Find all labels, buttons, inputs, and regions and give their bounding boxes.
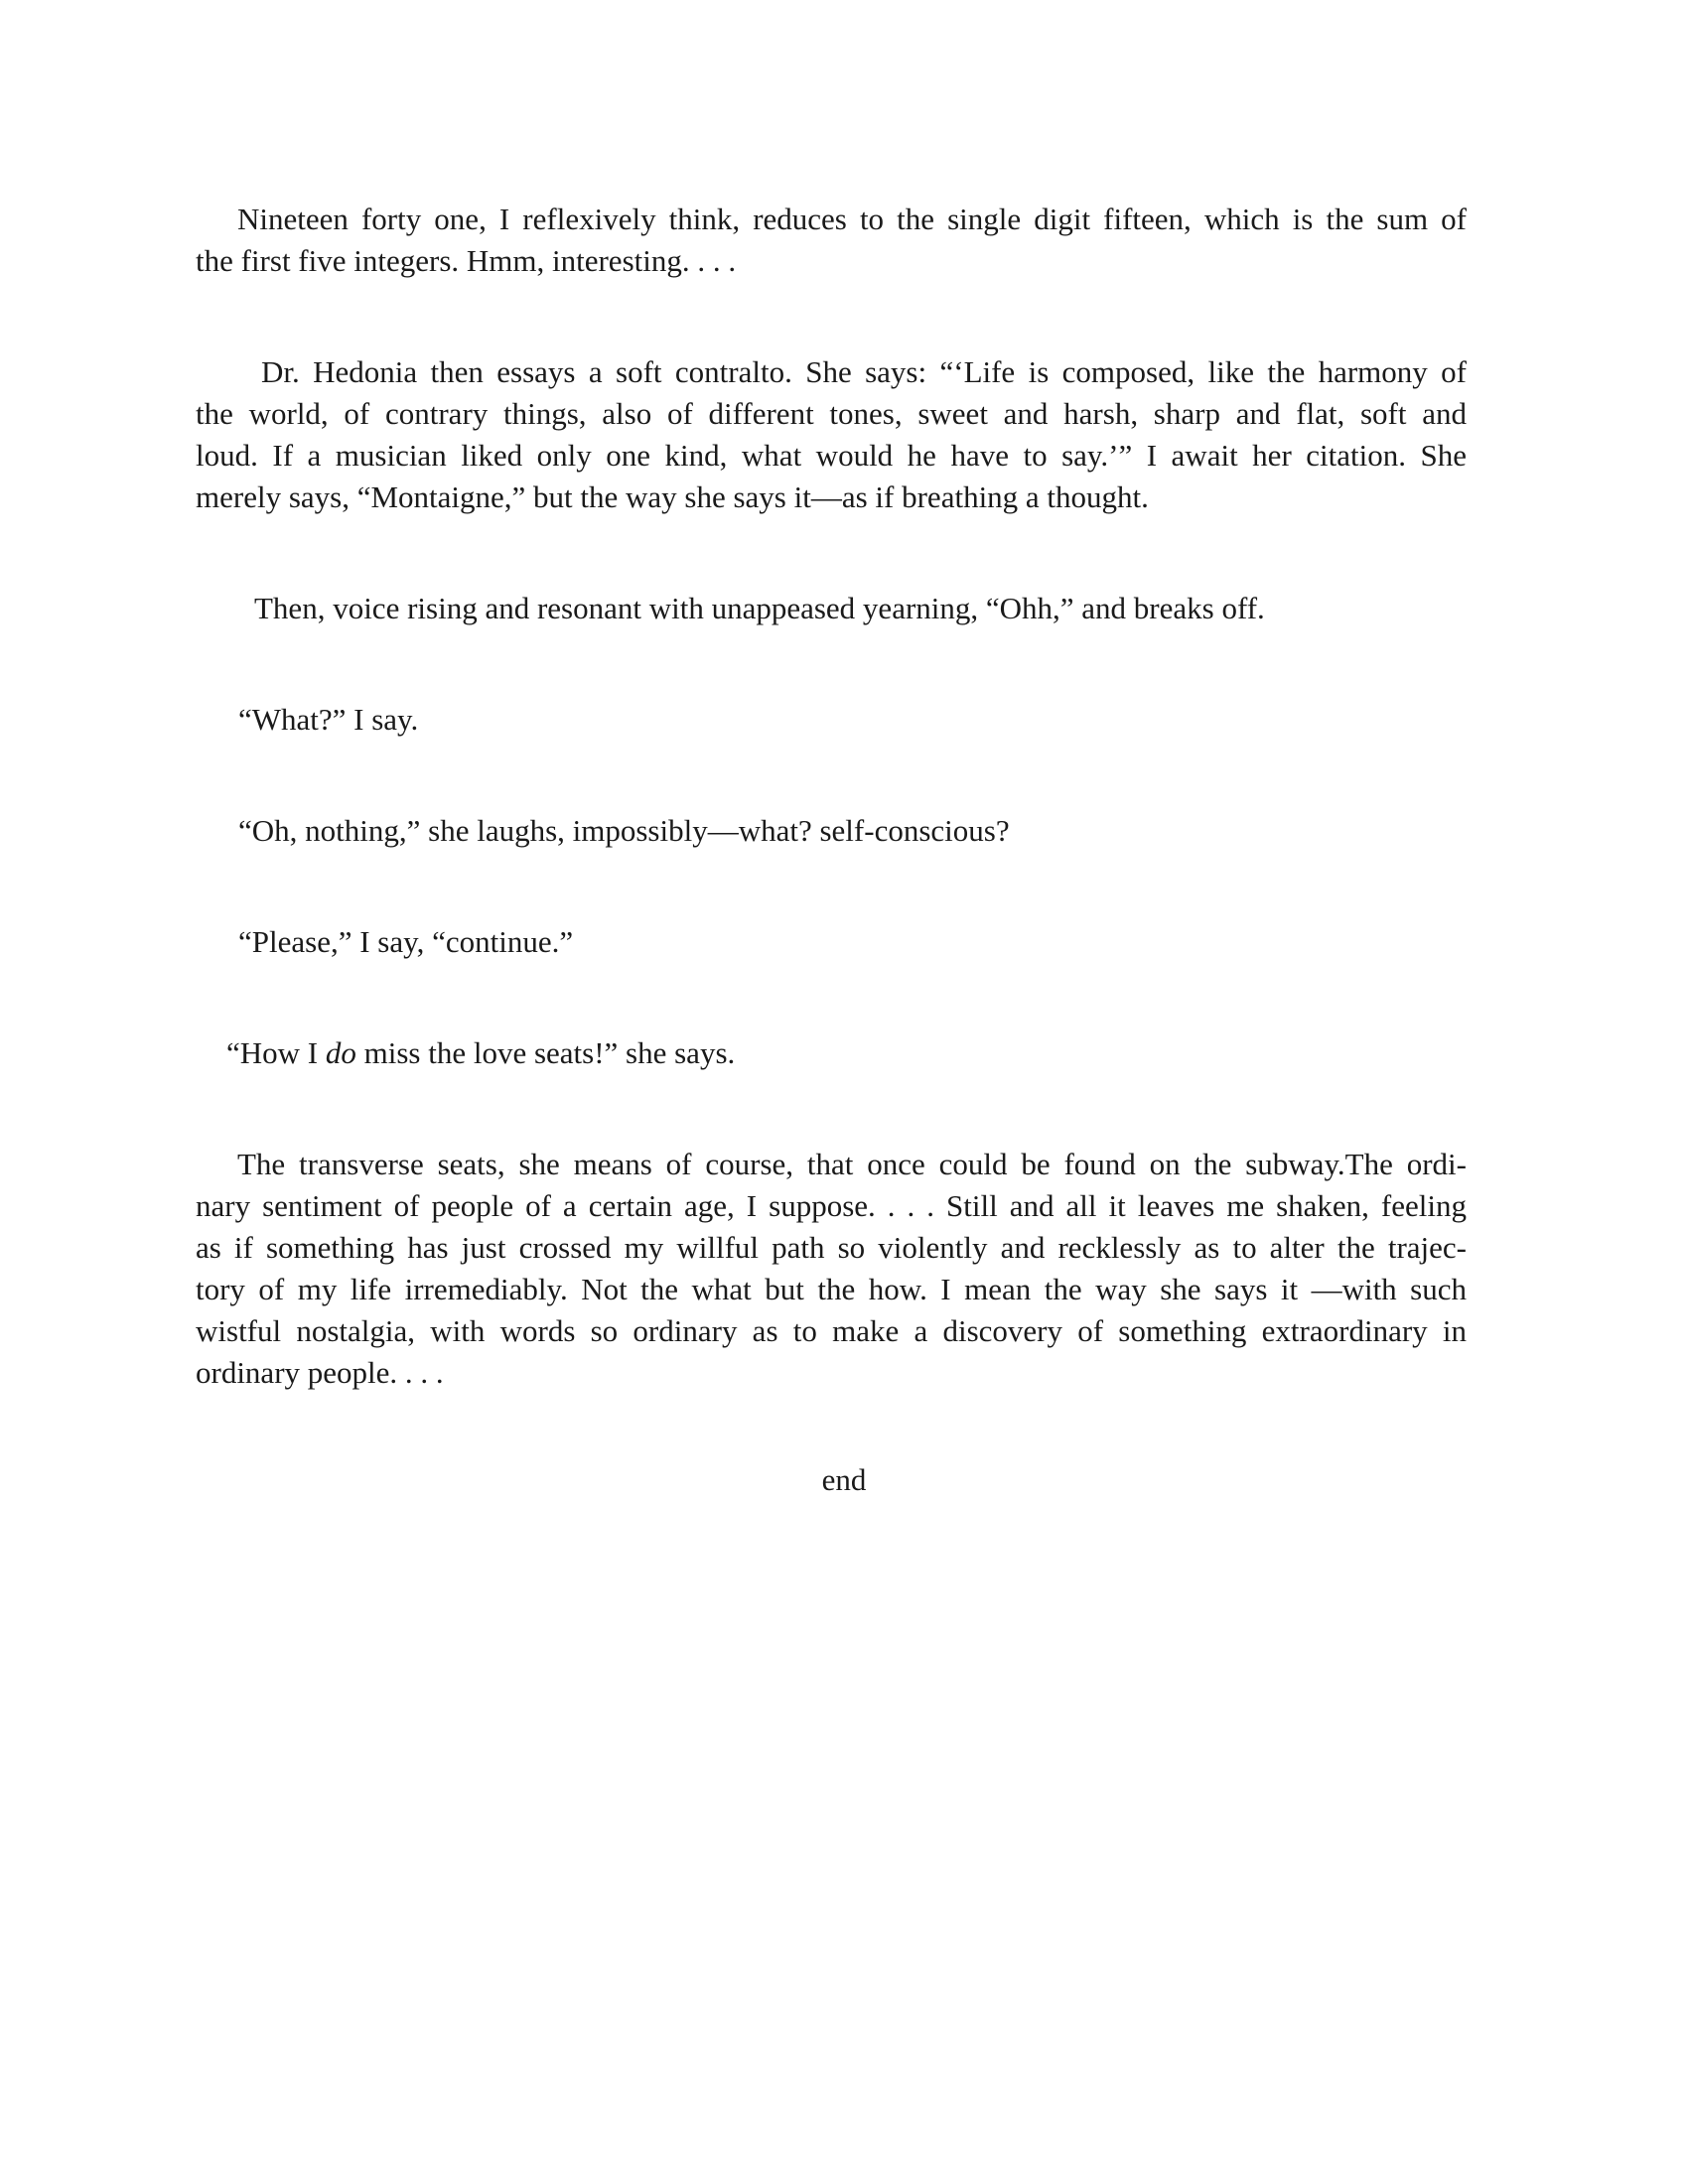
paragraph-1-line-1: Nineteen forty one, I reflexively think, reduces to the single digit fifteen, which is the sum of xyxy=(237,202,1467,236)
closing-text: end xyxy=(821,1462,867,1497)
paragraph-8-line-3: as if something has just crossed my willful path so violently and recklessly as to alter the trajec- xyxy=(196,1230,1467,1265)
paragraph-5-line-1: “Oh, nothing,” she laughs, impossibly—what? self-conscious? xyxy=(238,813,1010,848)
paragraph-8-line-2: nary sentiment of people of a certain age, I suppose. . . . Still and all it leaves me shaken, feeling xyxy=(196,1188,1467,1223)
paragraph-7-emphasis: do xyxy=(325,1035,356,1070)
paragraph-1-line-2: the first five integers. Hmm, interesting. . . . xyxy=(196,243,737,278)
paragraph-6-line-1: “Please,” I say, “continue.” xyxy=(238,924,574,959)
paragraph-7-line-1 xyxy=(226,1032,735,1074)
paragraph-2-line-2: the world, of contrary things, also of different tones, sweet and harsh, sharp and flat, soft and xyxy=(196,396,1467,431)
paragraph-8-line-4: tory of my life irremediably. Not the what but the how. I mean the way she says it —with such xyxy=(196,1272,1467,1306)
paragraph-4-line-1: “What?” I say. xyxy=(238,702,419,737)
paragraph-2-line-3: loud. If a musician liked only one kind, what would he have to say.’” I await her citation. She xyxy=(196,438,1467,473)
paragraph-8-line-6: ordinary people. . . . xyxy=(196,1355,444,1390)
paragraph-2-line-4: merely says, “Montaigne,” but the way she says it—as if breathing a thought. xyxy=(196,479,1149,514)
paragraph-2-line-1: Dr. Hedonia then essays a soft contralto. She says: “‘Life is composed, like the harmony of xyxy=(261,354,1467,389)
paragraph-7-after: miss the love seats!” she says. xyxy=(355,1035,736,1070)
paragraph-8-line-1: The transverse seats, she means of course, that once could be found on the subway.The ordi- xyxy=(237,1147,1467,1181)
paragraph-8-line-5: wistful nostalgia, with words so ordinary as to make a discovery of something extraordinary in xyxy=(196,1313,1467,1348)
paragraph-7-before: “How I xyxy=(226,1035,326,1070)
paragraph-3-line-1: Then, voice rising and resonant with unappeased yearning, “Ohh,” and breaks off. xyxy=(254,591,1265,625)
